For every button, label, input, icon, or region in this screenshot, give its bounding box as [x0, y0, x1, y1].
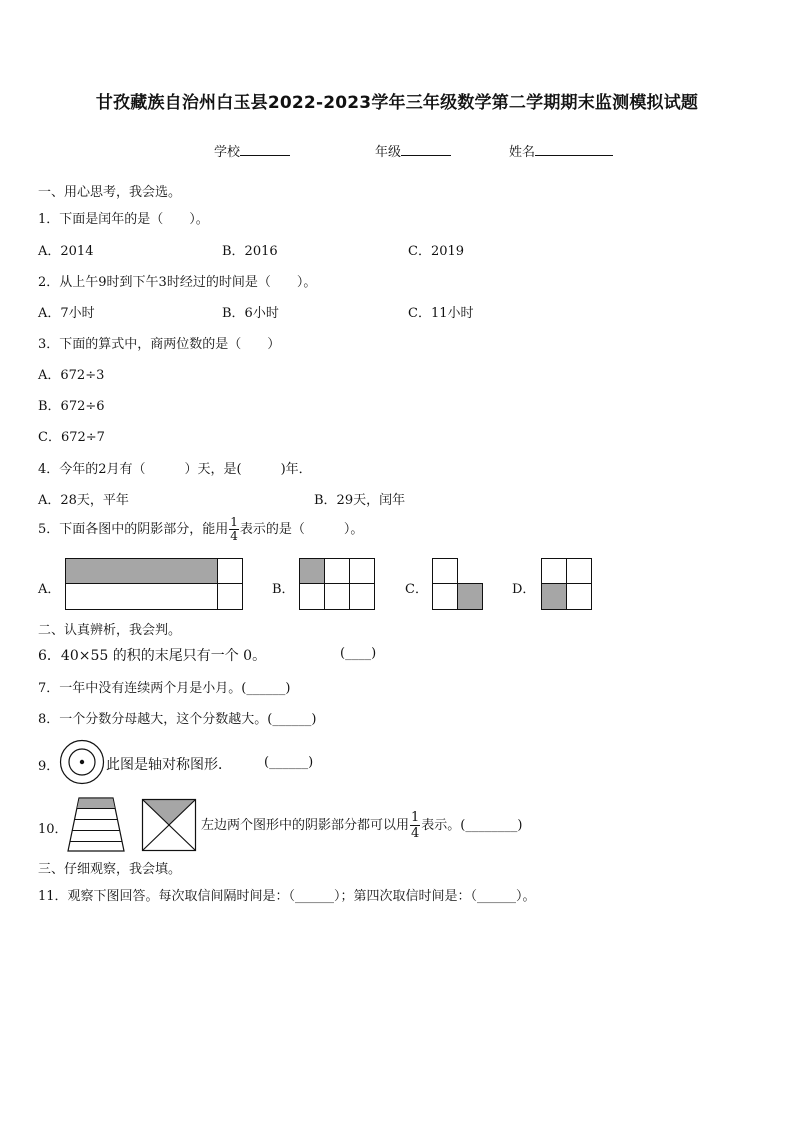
grade-field[interactable] — [375, 141, 451, 160]
section-3-heading: 三、仔细观察，我会填。 — [38, 862, 182, 877]
section-1-heading: 一、用心思考，我会选。 — [38, 185, 182, 200]
q5-figure-d — [541, 558, 592, 610]
school-field[interactable] — [214, 141, 290, 160]
q5-option-c[interactable]: C． — [405, 582, 428, 597]
q10-square-diagonals-figure — [142, 799, 196, 851]
q1-option-c[interactable]: C．2019 — [408, 244, 465, 259]
q6-answer-blank[interactable]: (____) — [340, 646, 377, 661]
q5-option-a[interactable]: A． — [38, 582, 61, 597]
q9-concentric-circles-figure — [59, 739, 105, 785]
q10-trapezoid-figure — [67, 797, 125, 852]
q5-option-d[interactable]: D． — [512, 582, 536, 597]
q4-stem: 4．今年的2月有（ ）天，是( )年． — [38, 462, 312, 477]
q8-stem: 8．一个分数分母越大，这个分数越大。(______) — [38, 712, 317, 727]
name-blank[interactable] — [535, 141, 613, 156]
q5-figure-c — [432, 558, 483, 610]
q1-option-b[interactable]: B．2016 — [222, 244, 278, 259]
q5-a-shaded — [66, 559, 217, 583]
q10-number: 10． — [38, 822, 68, 837]
q5-stem-post: 表示的是（ ）。 — [239, 522, 364, 537]
q9-number: 9． — [38, 759, 60, 774]
q5-figure-a — [65, 558, 243, 610]
q3-stem: 3．下面的算式中，商两位数的是（ ） — [38, 337, 281, 352]
school-label: 学校 — [214, 145, 241, 160]
school-blank[interactable] — [240, 141, 290, 156]
q5-fraction: $\frac{1}{4}$ — [230, 515, 238, 543]
q1-option-a[interactable]: A．2014 — [38, 244, 94, 259]
q5-stem-pre: 5．下面各图中的阴影部分，能用 — [38, 522, 229, 537]
name-label: 姓名 — [509, 145, 536, 160]
q6-stem: 6．40×55 的积的末尾只有一个 0。 — [38, 648, 267, 664]
q3-option-c[interactable]: C．672÷7 — [38, 430, 105, 445]
q10-fraction: $\frac{1}{4}$ — [411, 810, 420, 841]
q11-stem: 11．观察下图回答。每次取信间隔时间是：（______）；第四次取信时间是：（______）。 — [38, 889, 536, 904]
q3-option-b[interactable]: B．672÷6 — [38, 399, 105, 414]
q5-figure-b — [299, 558, 375, 610]
page-title: 甘孜藏族自治州白玉县2022-2023学年三年级数学第二学期期末监测模拟试题 — [95, 93, 699, 113]
q1-stem: 1．下面是闰年的是（ ）。 — [38, 212, 209, 227]
grade-blank[interactable] — [401, 141, 451, 156]
name-field[interactable] — [509, 141, 613, 160]
q10-stem-pre: 左边两个图形中的阴影部分都可以用 — [201, 818, 410, 833]
q3-option-a[interactable]: A．672÷3 — [38, 368, 105, 383]
q5-stem — [38, 516, 363, 543]
q2-option-b[interactable]: B．6小时 — [222, 306, 279, 321]
q9-answer-blank[interactable]: (______) — [264, 755, 314, 770]
q10-stem-post: 表示。(________) — [421, 818, 523, 833]
q9-stem: 此图是轴对称图形． — [106, 757, 232, 773]
q10-stem — [201, 810, 522, 841]
q2-option-a[interactable]: A．7小时 — [38, 306, 95, 321]
section-2-heading: 二、认真辨析，我会判。 — [38, 623, 182, 638]
q2-option-c[interactable]: C．11小时 — [408, 306, 474, 321]
q4-option-a[interactable]: A．28天，平年 — [38, 493, 129, 508]
q7-stem: 7．一年中没有连续两个月是小月。(______) — [38, 681, 291, 696]
q4-option-b[interactable]: B．29天，闰年 — [314, 493, 406, 508]
grade-label: 年级 — [375, 145, 402, 160]
q5-option-b[interactable]: B． — [272, 582, 295, 597]
q2-stem: 2．从上午9时到下午3时经过的时间是（ ）。 — [38, 275, 317, 290]
